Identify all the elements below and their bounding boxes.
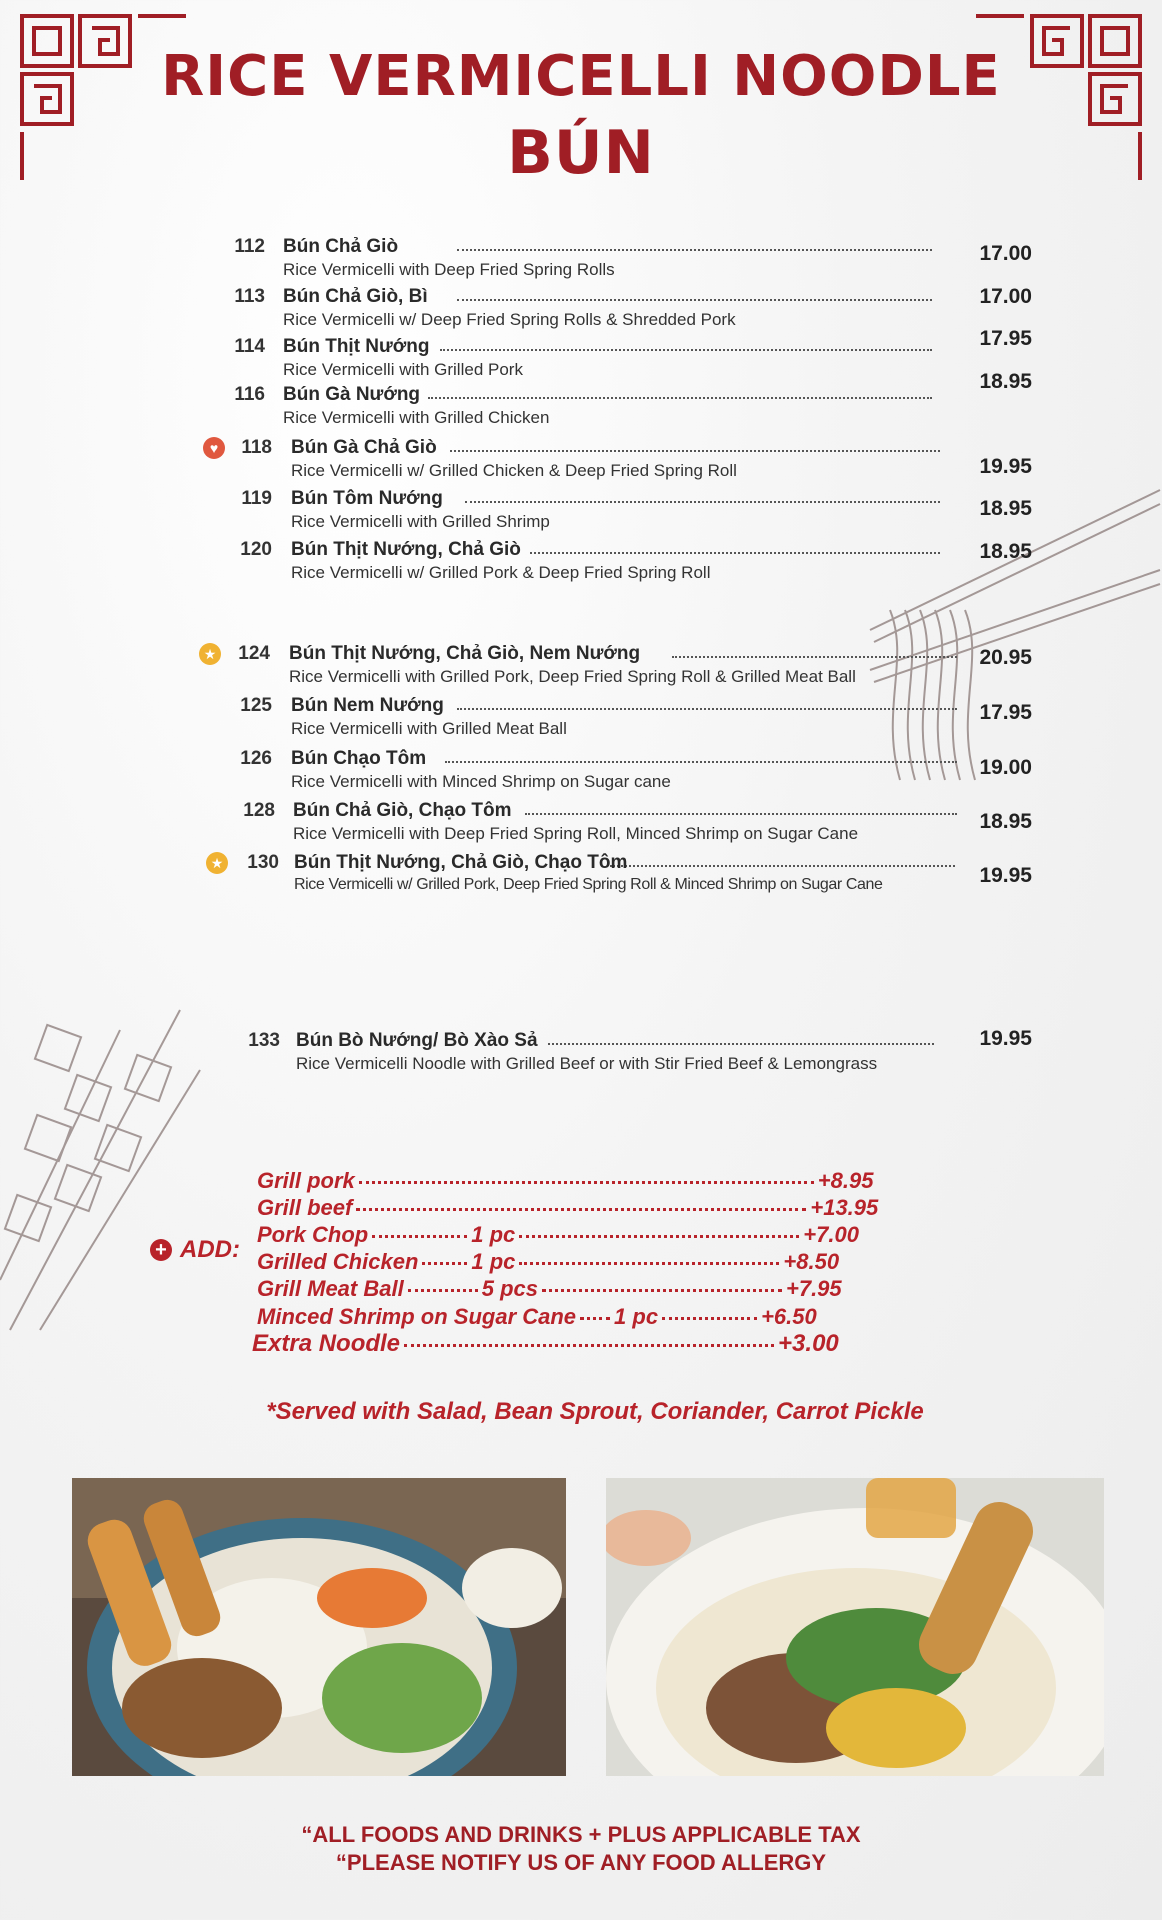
dot-leader — [548, 1043, 934, 1045]
dot-leader — [457, 249, 932, 251]
menu-item — [0, 748, 960, 796]
plus-icon: + — [150, 1239, 172, 1261]
item-name: Bún Chả Giò, Chạo Tôm — [293, 800, 512, 821]
star-icon: ★ — [199, 643, 221, 665]
item-description: Rice Vermicelli w/ Grilled Chicken & Deep Fried Spring Roll — [291, 461, 737, 480]
addon-name: Grill beef — [257, 1195, 353, 1220]
addon-price: +6.50 — [761, 1304, 817, 1329]
dot-leader — [372, 1235, 467, 1238]
item-number: 114 — [234, 336, 265, 357]
item-description: Rice Vermicelli w/ Grilled Pork & Deep Fried Spring Roll — [291, 563, 711, 582]
price: 18.95 — [979, 810, 1032, 833]
price: 19.95 — [979, 455, 1032, 478]
item-number: 112 — [234, 236, 265, 257]
dot-leader — [404, 1344, 774, 1347]
addon-item — [257, 1168, 873, 1194]
price: 17.95 — [979, 701, 1032, 724]
served-with-note: *Served with Salad, Bean Sprout, Coriander, Carrot Pickle — [266, 1398, 924, 1425]
addon-qty: 5 pcs — [481, 1276, 538, 1301]
addon-name: Pork Chop — [257, 1222, 369, 1247]
price: 20.95 — [979, 646, 1032, 669]
item-name: Bún Chả Giò, Bì — [283, 286, 428, 307]
item-description: Rice Vermicelli with Grilled Pork, Deep Fried Spring Roll & Grilled Meat Ball — [289, 667, 856, 686]
addon-name: Extra Noodle — [252, 1330, 401, 1357]
dot-leader — [580, 1317, 610, 1320]
menu-item — [0, 1030, 940, 1078]
addon-price: +3.00 — [778, 1330, 839, 1357]
item-name: Bún Thịt Nướng — [283, 336, 430, 357]
dot-leader — [457, 708, 957, 710]
item-description: Rice Vermicelli with Minced Shrimp on Sugar cane — [291, 772, 671, 791]
item-description: Rice Vermicelli with Grilled Meat Ball — [291, 719, 567, 738]
item-number: 128 — [243, 800, 275, 821]
addon-qty: 1 pc — [614, 1304, 659, 1329]
item-name: Bún Gà Nướng — [283, 384, 421, 405]
dot-leader — [610, 865, 955, 867]
dot-leader — [519, 1235, 799, 1238]
dot-leader — [542, 1289, 782, 1292]
dot-leader — [359, 1181, 814, 1184]
menu-item — [0, 643, 960, 691]
dot-leader — [672, 656, 957, 658]
price: 17.00 — [979, 242, 1032, 265]
addon-qty: 1 pc — [471, 1249, 516, 1274]
addons-label-text: ADD: — [180, 1236, 240, 1263]
menu-item — [0, 236, 940, 284]
dot-leader — [457, 299, 932, 301]
addon-name: Minced Shrimp on Sugar Cane — [257, 1304, 577, 1329]
dot-leader — [422, 1262, 467, 1265]
dot-leader — [356, 1208, 806, 1211]
item-number: 133 — [248, 1030, 280, 1051]
addon-price: +8.95 — [817, 1168, 874, 1193]
addon-item — [257, 1249, 839, 1275]
star-icon: ★ — [206, 852, 228, 874]
menu-title: RICE VERMICELLI NOODLE — [161, 44, 1001, 109]
item-name: Bún Thịt Nướng, Chả Giò, Nem Nướng — [289, 643, 641, 664]
price: 19.95 — [979, 1027, 1032, 1050]
item-name: Bún Nem Nướng — [291, 695, 444, 716]
addons-label — [150, 1236, 240, 1264]
menu-item — [0, 695, 960, 743]
addon-item — [257, 1222, 859, 1248]
menu-subtitle: BÚN — [507, 118, 655, 188]
item-description: Rice Vermicelli with Deep Fried Spring Rolls — [283, 260, 615, 279]
item-number: 125 — [240, 695, 272, 716]
menu-item — [0, 800, 960, 848]
addon-item — [257, 1304, 817, 1330]
menu-item — [0, 336, 940, 384]
heart-icon: ♥ — [203, 437, 225, 459]
addon-price: +13.95 — [810, 1195, 879, 1220]
item-description: Rice Vermicelli w/ Grilled Pork, Deep Fried Spring Roll & Minced Shrimp on Sugar Cane — [294, 876, 883, 893]
menu-item — [0, 539, 945, 587]
item-description: Rice Vermicelli with Deep Fried Spring Roll, Minced Shrimp on Sugar Cane — [293, 824, 859, 843]
item-description: Rice Vermicelli with Grilled Chicken — [283, 408, 550, 427]
item-name: Bún Gà Chả Giò — [291, 437, 437, 458]
addon-item — [252, 1330, 839, 1358]
menu-item — [0, 384, 940, 432]
dot-leader — [445, 761, 957, 763]
item-name: Bún Thịt Nướng, Chả Giò — [291, 539, 521, 560]
item-name: Bún Chạo Tôm — [291, 748, 427, 769]
dot-leader — [525, 813, 957, 815]
dot-leader — [440, 349, 932, 351]
item-number: 116 — [234, 384, 265, 405]
dot-leader — [530, 552, 940, 554]
item-number: 113 — [234, 286, 265, 307]
menu-item — [0, 437, 945, 485]
item-number: 120 — [240, 539, 272, 560]
addon-item — [257, 1276, 842, 1302]
dot-leader — [519, 1262, 779, 1265]
item-name: Bún Bò Nướng/ Bò Xào Sả — [296, 1030, 538, 1051]
item-number: 124 — [238, 643, 270, 664]
allergy-note: “PLEASE NOTIFY US OF ANY FOOD ALLERGY — [335, 1850, 827, 1875]
dot-leader — [662, 1317, 757, 1320]
bun-bowl-photo-1 — [72, 1478, 566, 1776]
item-name: Bún Thịt Nướng, Chả Giò, Chạo Tôm — [294, 852, 628, 873]
addon-qty: 1 pc — [471, 1222, 516, 1247]
addon-name: Grill Meat Ball — [257, 1276, 404, 1301]
price: 17.95 — [979, 327, 1032, 350]
tax-note: “ALL FOODS AND DRINKS + PLUS APPLICABLE TAX — [301, 1822, 861, 1847]
addon-price: +7.95 — [785, 1276, 842, 1301]
item-description: Rice Vermicelli with Grilled Shrimp — [291, 512, 550, 531]
price: 18.95 — [979, 540, 1032, 563]
item-name: Bún Chả Giò — [283, 236, 399, 257]
price: 17.00 — [979, 285, 1032, 308]
addon-name: Grilled Chicken — [257, 1249, 419, 1274]
dot-leader — [450, 450, 940, 452]
menu-item — [0, 852, 960, 900]
price: 19.00 — [979, 756, 1032, 779]
item-description: Rice Vermicelli w/ Deep Fried Spring Rolls & Shredded Pork — [283, 310, 736, 329]
dot-leader — [408, 1289, 478, 1292]
addon-item — [257, 1195, 878, 1221]
bun-bowl-photo-2 — [606, 1478, 1104, 1776]
item-name: Bún Tôm Nướng — [291, 488, 443, 509]
item-description: Rice Vermicelli Noodle with Grilled Beef or with Stir Fried Beef & Lemongrass — [296, 1054, 878, 1073]
addon-price: +8.50 — [783, 1249, 840, 1274]
price: 19.95 — [979, 864, 1032, 887]
item-number: 130 — [247, 852, 279, 873]
menu-item — [0, 488, 945, 536]
item-number: 119 — [241, 488, 272, 509]
item-number: 118 — [241, 437, 272, 458]
price: 18.95 — [979, 370, 1032, 393]
price: 18.95 — [979, 497, 1032, 520]
dot-leader — [428, 397, 932, 399]
addon-name: Grill pork — [257, 1168, 355, 1193]
item-description: Rice Vermicelli with Grilled Pork — [283, 360, 523, 379]
item-number: 126 — [240, 748, 272, 769]
menu-item — [0, 286, 940, 334]
dot-leader — [465, 501, 940, 503]
addon-price: +7.00 — [803, 1222, 859, 1247]
